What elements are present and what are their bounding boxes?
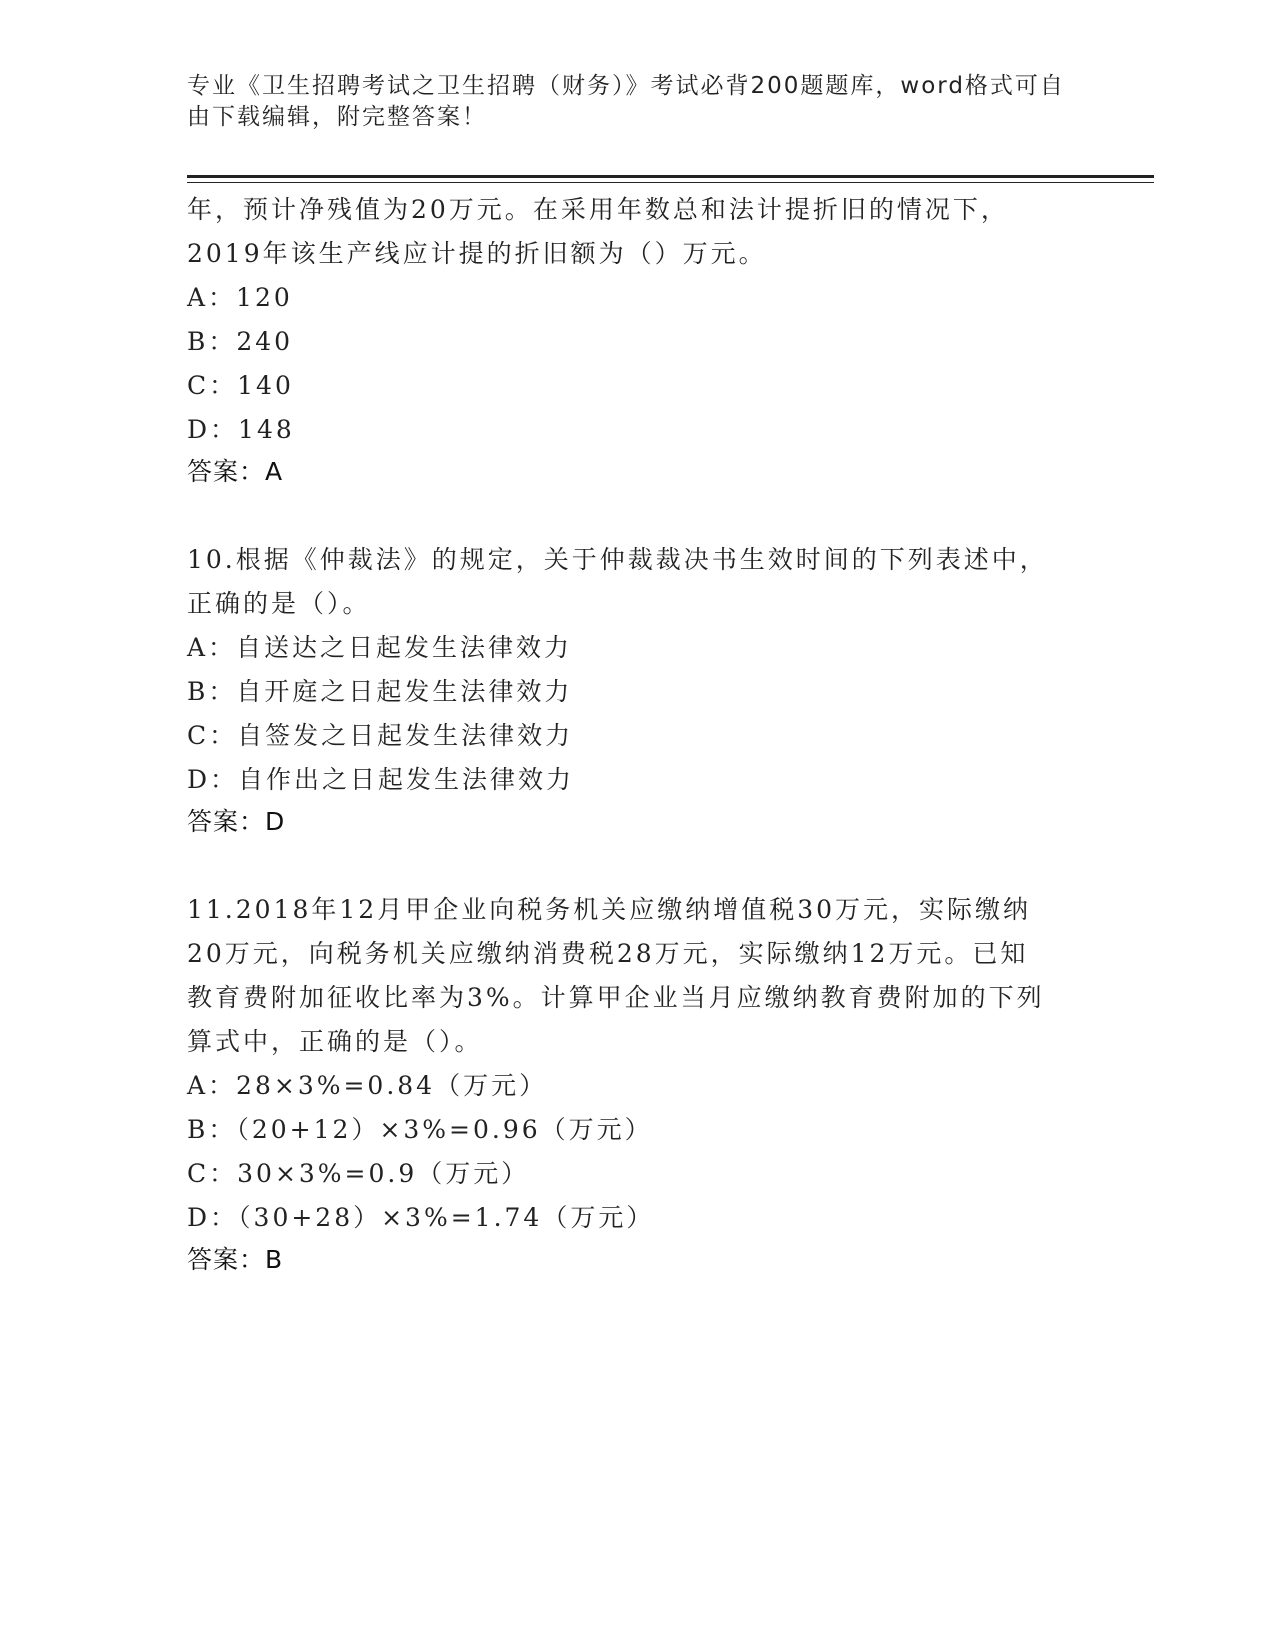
q10-stem-line-2: 正确的是（）。: [187, 589, 371, 618]
q11-answer: 答案：B: [187, 1245, 284, 1274]
q10-stem-line-1: 10.根据《仲裁法》的规定，关于仲裁裁决书生效时间的下列表述中，: [187, 545, 1048, 574]
q10-option-c: C：自签发之日起发生法律效力: [187, 721, 574, 750]
q9-option-a: A：120: [187, 283, 293, 312]
header-divider-thick: [187, 175, 1154, 178]
q11-stem-line-3: 教育费附加征收比率为3%。计算甲企业当月应缴纳教育费附加的下列: [187, 983, 1045, 1012]
q11-stem-line-4: 算式中，正确的是（）。: [187, 1027, 483, 1056]
header-divider-thin: [187, 182, 1154, 183]
q11-option-d: D：（30+28）×3%=1.74（万元）: [187, 1203, 655, 1232]
q9-option-c: C：140: [187, 371, 294, 400]
q11-option-b: B：（20+12）×3%=0.96（万元）: [187, 1115, 653, 1144]
q10-answer: 答案：D: [187, 807, 286, 836]
q11-option-c: C：30×3%=0.9（万元）: [187, 1159, 530, 1188]
q11-option-a: A：28×3%=0.84（万元）: [187, 1071, 548, 1100]
q10-option-b: B：自开庭之日起发生法律效力: [187, 677, 573, 706]
q10-option-a: A：自送达之日起发生法律效力: [187, 633, 573, 662]
q9-option-b: B：240: [187, 327, 294, 356]
q9-answer: 答案：A: [187, 457, 284, 486]
q11-stem-line-2: 20万元，向税务机关应缴纳消费税28万元，实际缴纳12万元。已知: [187, 939, 1029, 968]
q9-option-d: D：148: [187, 415, 295, 444]
header-line-2: 由下载编辑，附完整答案！: [187, 104, 487, 130]
q11-stem-line-1: 11.2018年12月甲企业向税务机关应缴纳增值税30万元，实际缴纳: [187, 895, 1032, 924]
q9-stem-line-2: 2019年该生产线应计提的折旧额为（）万元。: [187, 239, 767, 268]
document-header: [187, 71, 1067, 133]
header-line-1: 专业《卫生招聘考试之卫生招聘（财务）》考试必背200题题库，word格式可自: [187, 73, 1065, 99]
q9-stem-line-1: 年，预计净残值为20万元。在采用年数总和法计提折旧的情况下，: [187, 195, 1009, 224]
q10-option-d: D：自作出之日起发生法律效力: [187, 765, 575, 794]
